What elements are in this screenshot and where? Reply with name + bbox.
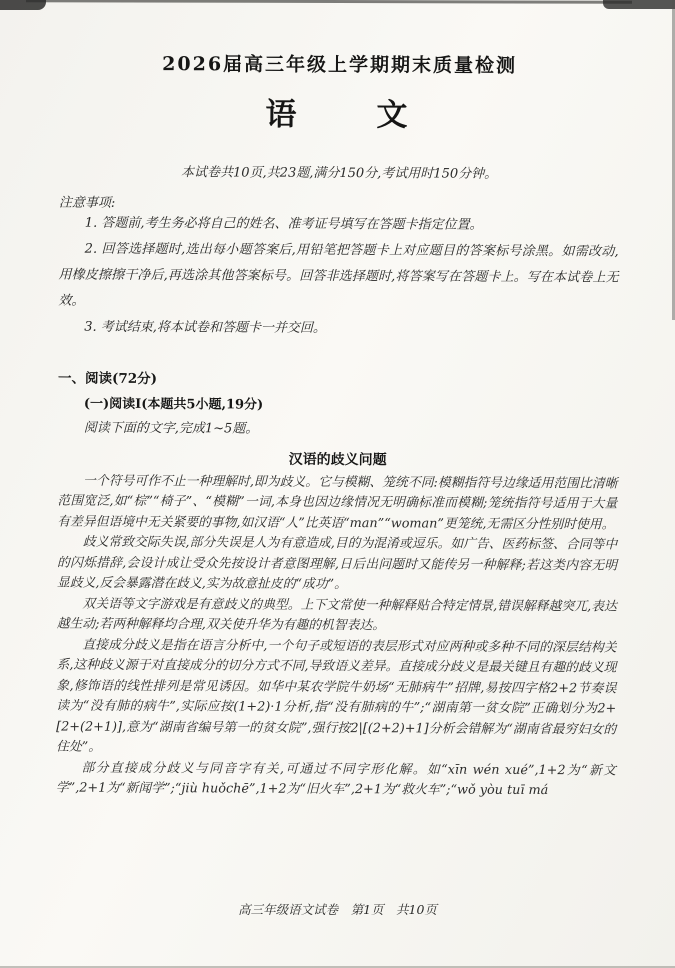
reading-section: [56, 367, 618, 802]
article-paragraph-5: 部分直接成分歧义与同音字有关,可通过不同字形化解。如“xīn wén xué”,1+2为“新文学”,2+1为“新闻学”;“jiù huǒchē”,1+2为“旧火车”,2+1为“救火车”;“wǒ yòu tuī má: [55, 760, 617, 799]
notice-item-2: 2. 回答选择题时,选出每小题答案后,用铅笔把答题卡上对应题目的答案标号涂黑。如需改动,用橡皮擦擦干净后,再选涂其他答案标号。回答非选择题时,将答案写在答题卡上。写在本试卷上无效。: [58, 241, 619, 309]
subject-title: 语 文: [265, 96, 414, 134]
exam-info-line: 本试卷共10页,共23题,满分150分,考试用时150分钟。: [180, 165, 498, 182]
article-paragraph-2: 歧义常致交际失误,部分失误是人为有意造成,目的为混淆或逗乐。如广告、医药标签、合同等中的闪烁措辞,会设计成让受众先按设计者意图理解,日后出问题时又能传另一种解释;若这类内容无明显歧义,反会暴露潜在歧义,实为故意扯皮的“成功”。: [56, 535, 618, 593]
section-heading: 一、阅读(72分): [57, 370, 158, 388]
notice-item-3: 3. 考试结束,将本试卷和答题卡一并交回。: [84, 319, 326, 336]
exam-header-title: 2026届高三年级上学期期末质量检测: [162, 53, 518, 77]
page-footer: 高三年级语文试卷 第1页 共10页: [238, 902, 437, 917]
article-paragraph-4: 直接成分歧义是指在语言分析中,一个句子或短语的表层形式对应两种或多种不同的深层结构关系,这种歧义源于对直接成分的切分方式不同,导致语义差异。直接成分歧义是最关键且有趣的歧义现象,修饰语的线性排列是常见诱因。如华中某农学院牛奶场“无肺病牛”招牌,易按四字格2+2节奏误读为“没有肺的病牛”,实际应按(1+2)·1分析,指“没有肺病的牛”;“湖南第一贫女院”正确划分为2+[2+(2+1)],意为“湖南省编号第一的贫女院”,强行按2|[(2+2)+1]分析会错解为“湖南省最穷妇女的住处”。: [56, 637, 617, 755]
page-content: [56, 0, 620, 802]
article-paragraph-3: 双关语等文字游戏是有意歧义的典型。上下文常使一种解释贴合特定情景,错误解释越突兀,表达越生动;若两种解释均合理,双关使升华为有趣的机智表达。: [56, 596, 617, 634]
notice-heading: 注意事项:: [58, 195, 116, 211]
article-paragraph-1: 一个符号可作不止一种理解时,即为歧义。它与模糊、笼统不同:模糊指符号边缘适用范围比清晰范围宽泛,如“棕”“椅子”、“模糊”一词,本身也因边缘情况无明确标准而模糊;笼统指符号适用于大量有差异但语境中无关紧要的事物,如汉语“人”比英语“man”“woman”更笼统,无需区分性别时使用。: [57, 473, 618, 533]
scan-artifact-top-left-corner: [0, 0, 46, 10]
notice-item-1: 1. 答题前,考生务必将自己的姓名、准考证号填写在答题卡指定位置。: [84, 215, 483, 233]
reading-instruction: 阅读下面的文字,完成1~5题。: [83, 420, 259, 437]
article-title: 汉语的歧义问题: [288, 451, 387, 469]
subsection-heading: (一)阅读Ⅰ(本题共5小题,19分): [83, 396, 264, 413]
